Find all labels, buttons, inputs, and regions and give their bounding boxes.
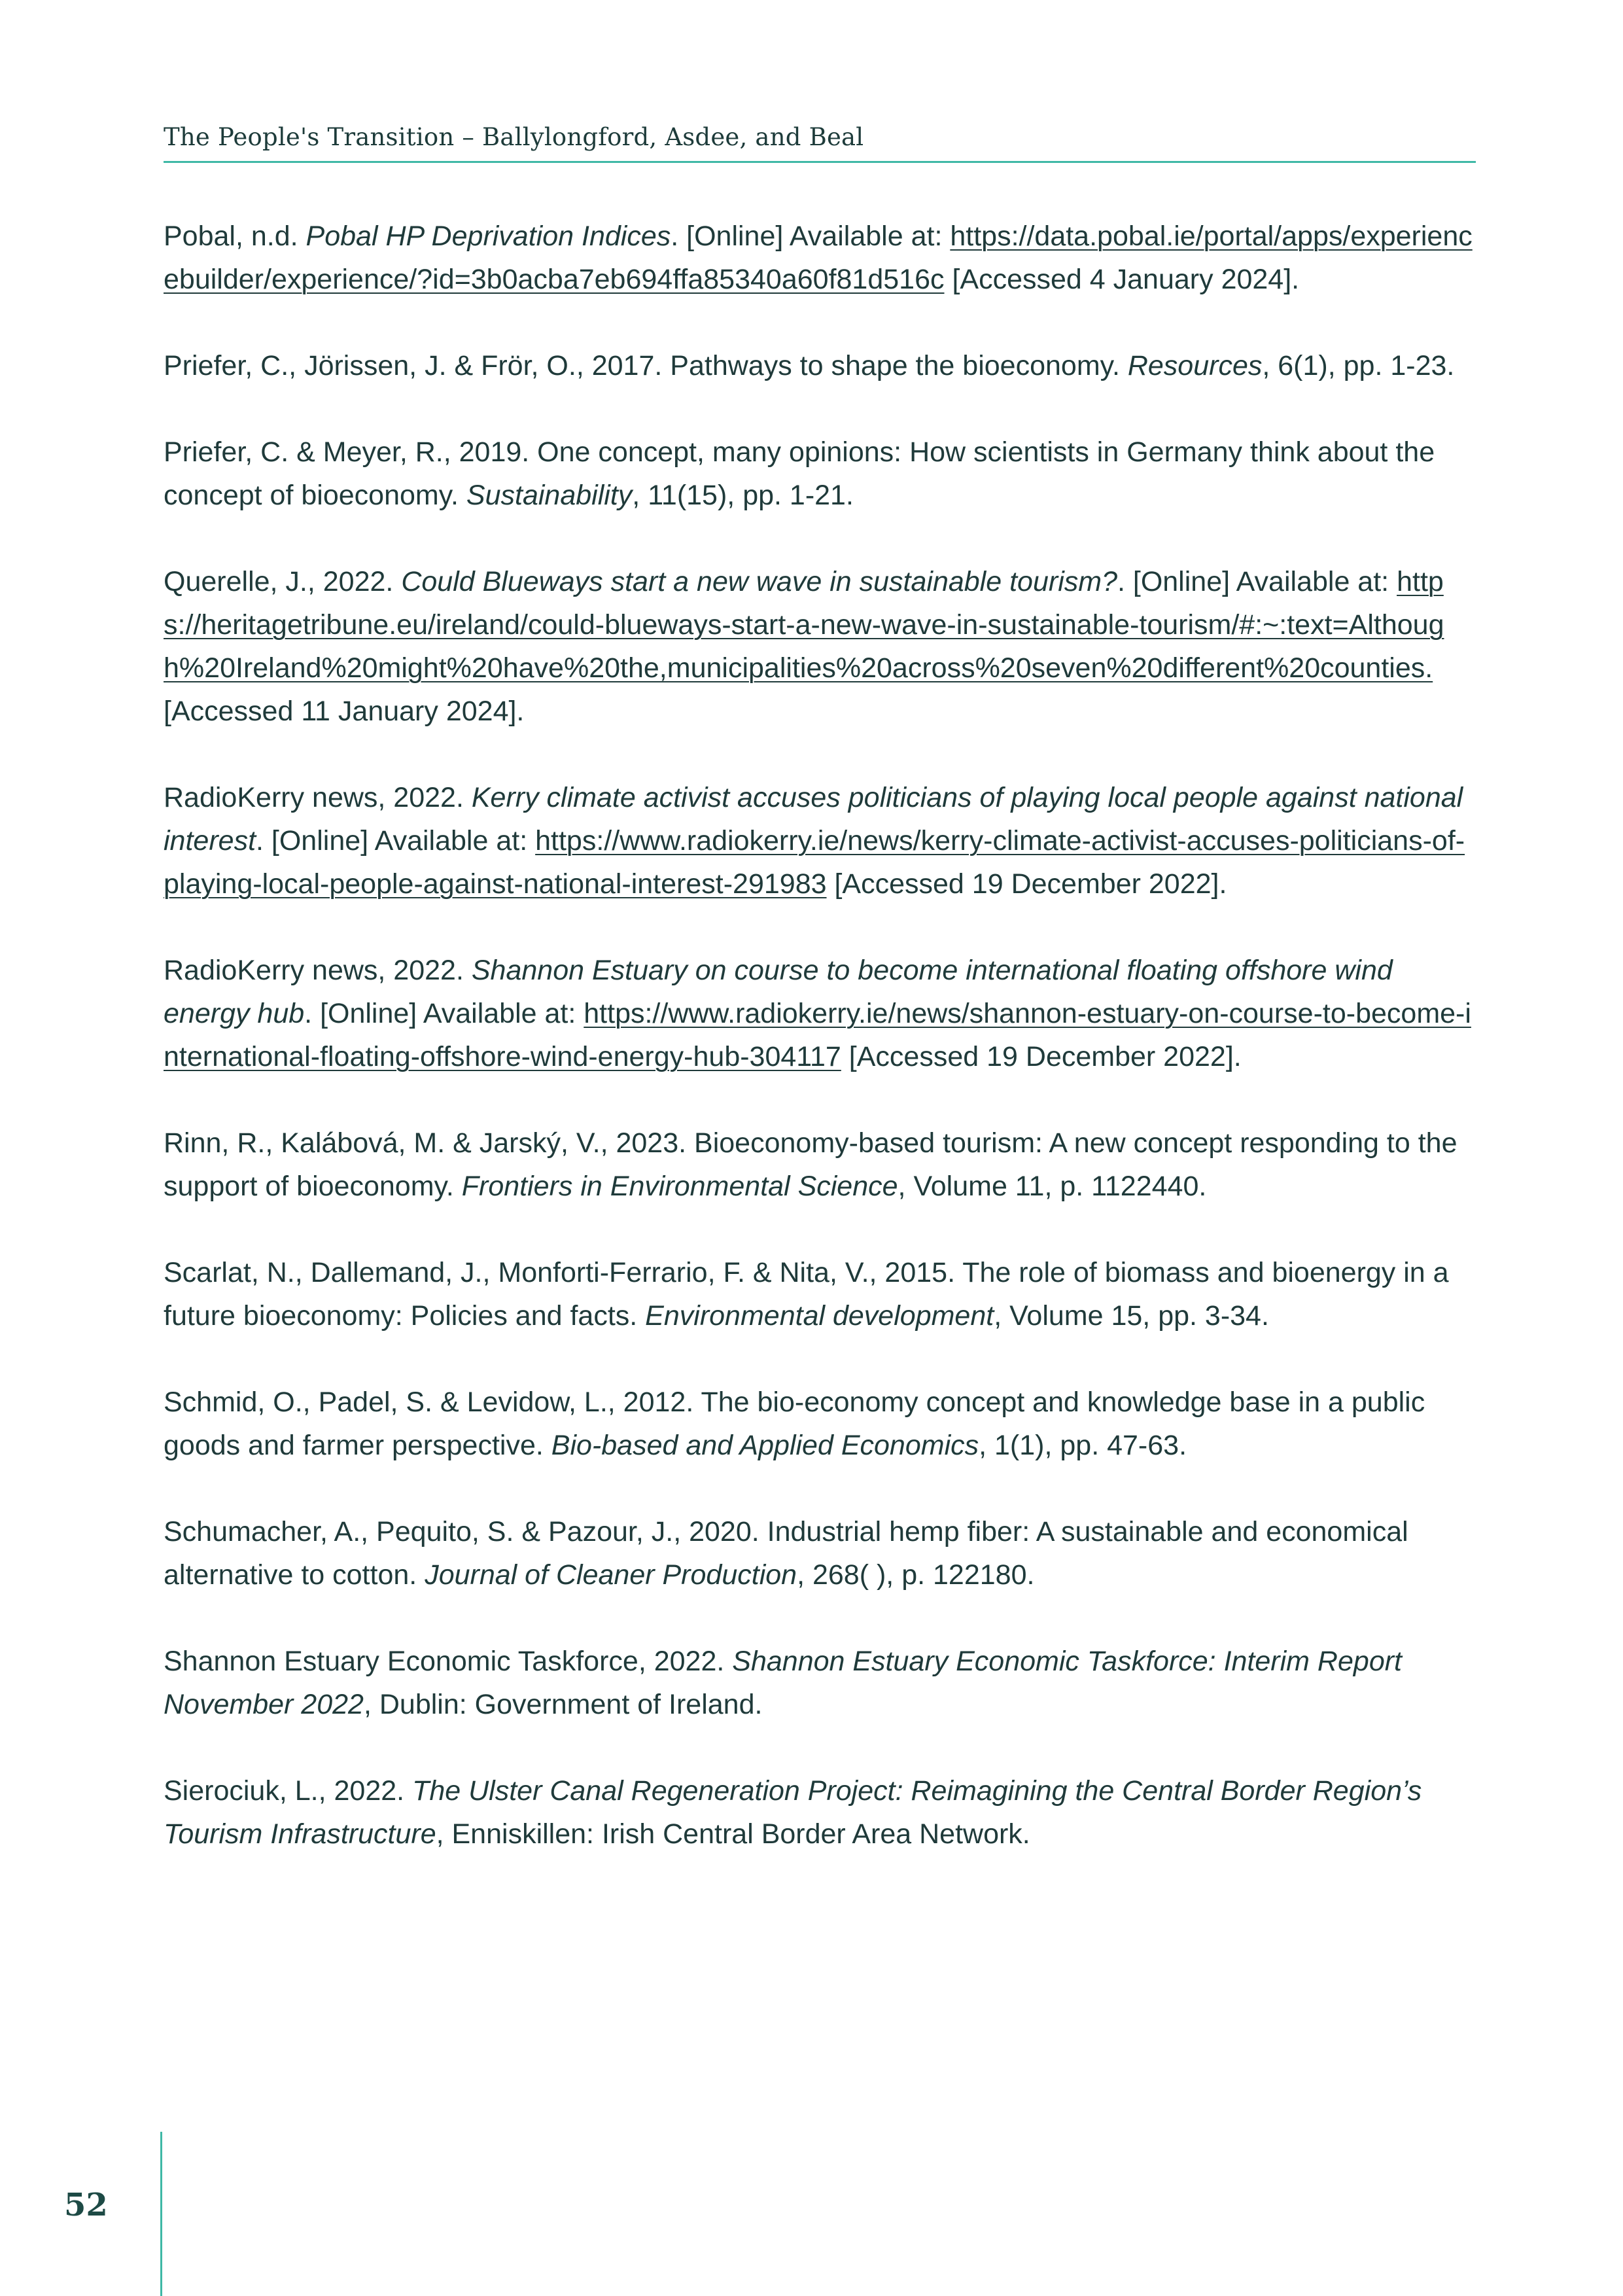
reference-item (164, 1640, 1478, 1726)
reference-item (164, 776, 1478, 906)
header-title: The People's Transition – Ballylongford, Asdee, and Beal (164, 123, 864, 151)
reference-item (164, 215, 1478, 301)
reference-text: RadioKerry news, 2022. (164, 955, 472, 986)
reference-text: , 6(1), pp. 1-23. (1262, 350, 1455, 381)
page-header (164, 118, 1476, 163)
reference-text: . [Online] Available at: (671, 221, 951, 252)
reference-item (164, 431, 1478, 517)
reference-text: Priefer, C. & Meyer, R., 2019. One concept, many opinions: How scientists in Germany think about the concept of bioeconomy. (164, 436, 1435, 511)
reference-title: The Ulster Canal Regeneration Project: Reimagining the Central Border Region’s Tourism Infrastructure (164, 1775, 1422, 1850)
reference-item (164, 1769, 1478, 1856)
reference-title: Could Blueways start a new wave in sustainable tourism? (401, 566, 1117, 597)
reference-item (164, 949, 1478, 1078)
reference-accessed: [Accessed 19 December 2022]. (826, 868, 1227, 900)
reference-text: RadioKerry news, 2022. (164, 782, 472, 813)
reference-link[interactable]: https://data.pobal.ie/portal/apps/experiencebuilder/experience/?id=3b0acba7eb694ffa85340a60f81d516c (164, 221, 1473, 295)
reference-text: . [Online] Available at: (304, 998, 584, 1029)
reference-title: Resources (1127, 350, 1263, 381)
reference-link[interactable]: https://heritagetribune.eu/ireland/could-blueways-start-a-new-wave-in-sustainable-tourism/#:~:text=Although%20Ireland%20might%20have%20the,municipalities%20across%20seven%20different%20counties. (164, 566, 1444, 684)
reference-text: Schmid, O., Padel, S. & Levidow, L., 2012. The bio-economy concept and knowledge base in a public goods and farmer perspective. (164, 1386, 1425, 1461)
reference-title: Shannon Estuary Economic Taskforce: Interim Report November 2022 (164, 1646, 1402, 1720)
reference-item (164, 344, 1478, 387)
reference-title: Frontiers in Environmental Science (461, 1171, 898, 1202)
reference-item (164, 1510, 1478, 1597)
reference-title: Shannon Estuary on course to become international floating offshore wind energy hub (164, 955, 1393, 1029)
reference-item (164, 560, 1478, 733)
reference-title: Environmental development (645, 1300, 994, 1332)
reference-text: Pobal, n.d. (164, 221, 306, 252)
reference-list (164, 215, 1478, 1856)
reference-text: Priefer, C., Jörissen, J. & Frör, O., 2017. Pathways to shape the bioeconomy. (164, 350, 1128, 381)
reference-accessed: [Accessed 19 December 2022]. (841, 1041, 1242, 1072)
reference-text: , Enniskillen: Irish Central Border Area Network. (436, 1818, 1030, 1850)
reference-accessed: [Accessed 4 January 2024]. (944, 264, 1300, 295)
reference-title: Bio-based and Applied Economics (551, 1430, 979, 1461)
reference-text: . [Online] Available at: (1117, 566, 1397, 597)
page-number: 52 (64, 2187, 108, 2223)
reference-text: Sierociuk, L., 2022. (164, 1775, 413, 1807)
reference-text: Shannon Estuary Economic Taskforce, 2022. (164, 1646, 733, 1677)
reference-item (164, 1381, 1478, 1467)
reference-title: Pobal HP Deprivation Indices (305, 221, 671, 252)
reference-accessed: [Accessed 11 January 2024]. (164, 696, 525, 727)
reference-text: Scarlat, N., Dallemand, J., Monforti-Ferrario, F. & Nita, V., 2015. The role of biomass and bioenergy in a future bioeconomy: Policies and facts. (164, 1257, 1449, 1332)
footer-divider (160, 2132, 162, 2296)
reference-text: , Volume 11, p. 1122440. (898, 1171, 1207, 1202)
reference-link[interactable]: https://www.radiokerry.ie/news/kerry-climate-activist-accuses-politicians-of-playing-local-people-against-national-interest-291983 (164, 825, 1465, 900)
reference-text: Querelle, J., 2022. (164, 566, 402, 597)
reference-text: , 11(15), pp. 1-21. (632, 480, 854, 511)
reference-text: . [Online] Available at: (256, 825, 536, 857)
reference-text: Schumacher, A., Pequito, S. & Pazour, J., 2020. Industrial hemp fiber: A sustainable and economical alternative to cotton. (164, 1516, 1408, 1591)
reference-item (164, 1251, 1478, 1337)
reference-link[interactable]: https://www.radiokerry.ie/news/shannon-estuary-on-course-to-become-international-floating-offshore-wind-energy-hub-304117 (164, 998, 1471, 1072)
reference-title: Journal of Cleaner Production (425, 1559, 797, 1591)
reference-title: Sustainability (466, 480, 633, 511)
reference-text: , 1(1), pp. 47-63. (979, 1430, 1187, 1461)
reference-title: Kerry climate activist accuses politicians of playing local people against national interest (164, 782, 1463, 857)
reference-text: Rinn, R., Kalábová, M. & Jarský, V., 2023. Bioeconomy-based tourism: A new concept responding to the support of bioeconomy. (164, 1127, 1457, 1202)
reference-item (164, 1122, 1478, 1208)
reference-text: , Volume 15, pp. 3-34. (994, 1300, 1269, 1332)
reference-text: , Dublin: Government of Ireland. (363, 1689, 763, 1720)
reference-text: , 268( ), p. 122180. (797, 1559, 1035, 1591)
